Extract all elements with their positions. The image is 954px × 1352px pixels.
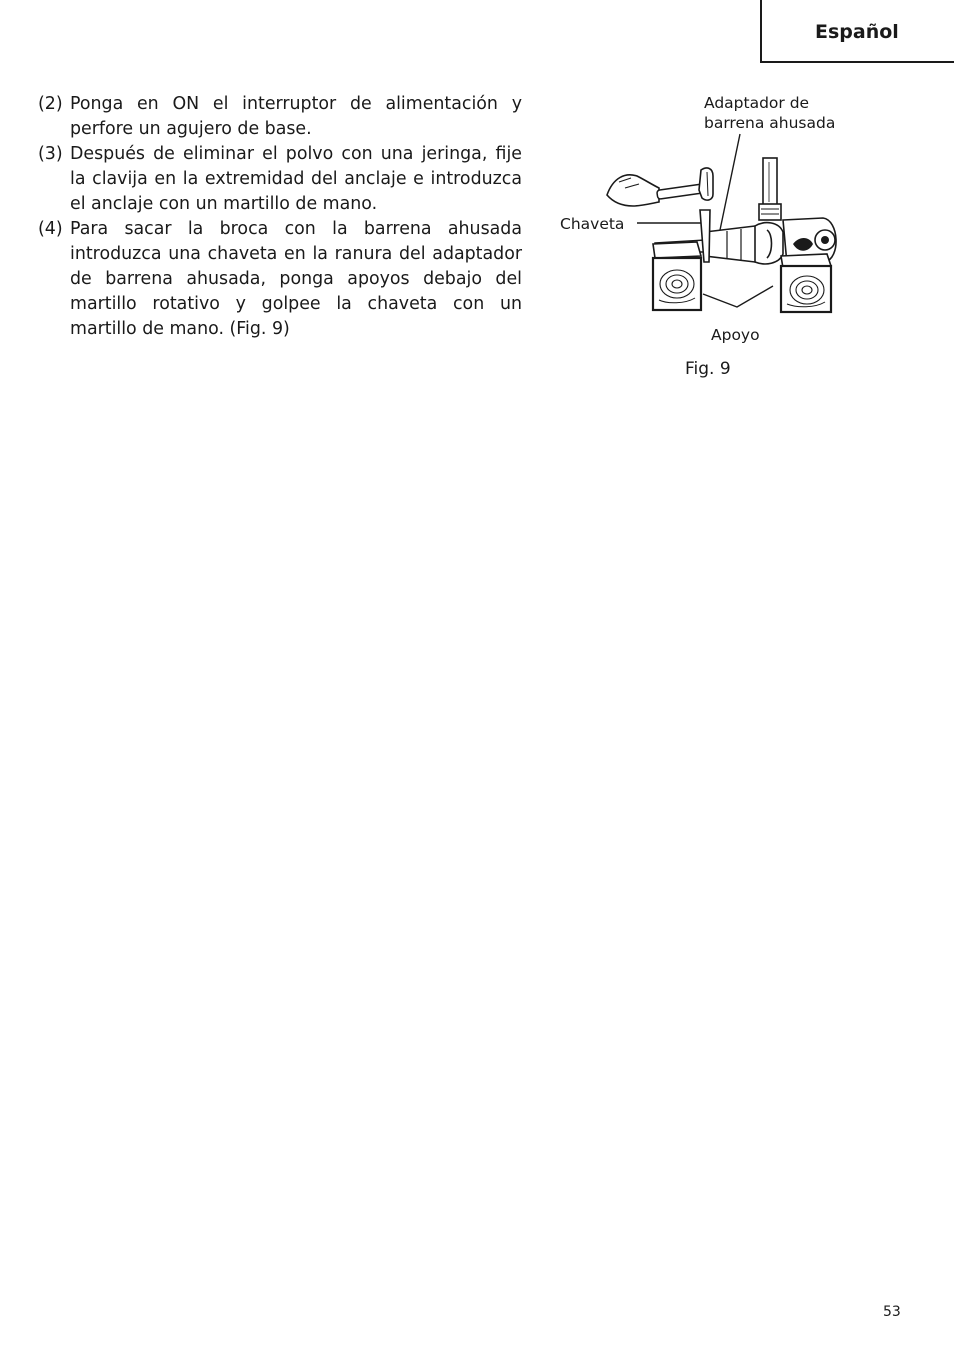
apoyo-leader-line <box>703 286 773 307</box>
hand-icon <box>607 175 659 206</box>
figure-caption: Fig. 9 <box>685 359 731 379</box>
language-label: Español <box>815 21 899 43</box>
step-4 <box>38 217 522 342</box>
page-number: 53 <box>883 1304 901 1320</box>
step-text: Después de eliminar el polvo con una jeringa, fije la clavija en la extremidad del anclaje e introduzca el anclaje con un martillo de mano. <box>70 144 522 214</box>
support-block-right <box>781 254 831 312</box>
step-number: (3) <box>38 144 63 164</box>
label-wedge: Chaveta <box>560 215 625 233</box>
language-tab <box>760 0 954 63</box>
figure-9 <box>555 92 875 392</box>
step-text: Para sacar la broca con la barrena ahusada introduzca una chaveta en la ranura del adaptador de barrena ahusada, ponga apoyos debajo del martillo rotativo y golpee la chaveta con un martillo de mano. (Fig. 9) <box>70 219 522 339</box>
step-number: (4) <box>38 219 63 239</box>
step-2 <box>38 92 522 142</box>
support-block-left <box>653 242 701 310</box>
label-taper-adapter-line2: barrena ahusada <box>704 114 836 132</box>
rotary-hammer-handle <box>759 158 781 220</box>
instruction-steps <box>38 92 522 342</box>
label-taper-adapter <box>704 93 835 133</box>
hammer-icon <box>657 168 713 200</box>
step-number: (2) <box>38 94 63 114</box>
step-3 <box>38 142 522 217</box>
step-text: Ponga en ON el interruptor de alimentación y perfore un agujero de base. <box>70 94 522 139</box>
label-taper-adapter-line1: Adaptador de <box>704 94 810 112</box>
wedge-icon <box>700 210 710 262</box>
label-support: Apoyo <box>711 326 760 344</box>
figure-illustration <box>555 92 875 392</box>
